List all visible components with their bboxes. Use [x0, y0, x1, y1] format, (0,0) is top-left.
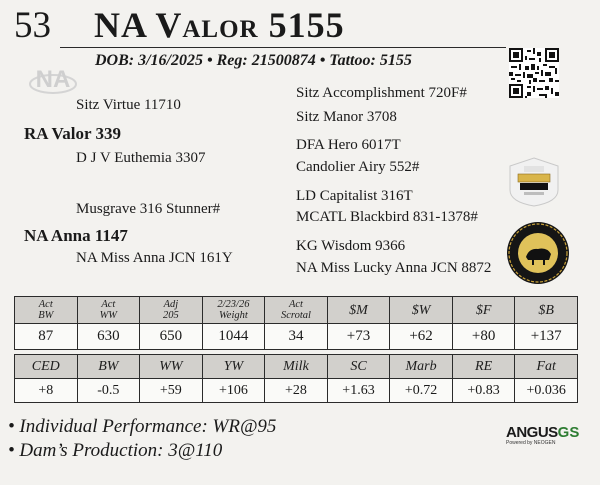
individual-performance-note: [8, 416, 276, 438]
na-logo-icon: [28, 60, 78, 100]
pedigree-great-grandparent: Sitz Manor 3708: [296, 109, 397, 125]
value-adj-205: 650: [140, 324, 203, 350]
pedigree-dam-dam: NA Miss Anna JCN 161Y: [76, 250, 233, 266]
na-logo-text: NA: [35, 66, 71, 93]
angus-gs-logo-icon: [506, 424, 579, 446]
header-line: Act: [288, 299, 303, 310]
header-line: Act: [38, 299, 53, 310]
header-act-scrotal: [265, 297, 328, 324]
value-dollar-b: +137: [515, 324, 578, 350]
performance-header-row: [15, 297, 578, 324]
angus-logo-powered-by: Powered by NEOGEN: [506, 440, 556, 446]
header-dollar-m: $M: [327, 297, 390, 324]
header-line: BW: [38, 310, 54, 321]
header-dollar-f: $F: [452, 297, 515, 324]
pedigree-great-grandparent: NA Miss Lucky Anna JCN 8872: [296, 260, 492, 276]
pedigree-dam: NA Anna 1147: [24, 226, 128, 245]
pedigree-great-grandparent: LD Capitalist 316T: [296, 188, 413, 204]
pedigree-dam-sire: Musgrave 316 Stunner#: [76, 201, 221, 217]
performance-table: [14, 296, 578, 350]
pedigree-sire-dam: D J V Euthemia 3307: [76, 150, 206, 166]
angus-logo-word: ANGUS: [506, 424, 558, 441]
value-yw: +106: [202, 379, 265, 403]
individual-performance-text: Individual Performance: WR@95: [19, 416, 277, 437]
header-sc: SC: [327, 355, 390, 379]
header-line: 205: [162, 310, 179, 321]
angus-logo-suffix: GS: [557, 424, 580, 441]
value-weight: 1044: [202, 324, 265, 350]
bullet: •: [8, 440, 15, 461]
header-ced: CED: [15, 355, 78, 379]
dob-reg-tattoo-line: DOB: 3/16/2025 • Reg: 21500874 • Tattoo: 5155: [95, 52, 412, 69]
title-rule: [60, 47, 506, 48]
value-marb: +0.72: [390, 379, 453, 403]
header-weight: [202, 297, 265, 324]
value-dollar-f: +80: [452, 324, 515, 350]
header-dollar-w: $W: [390, 297, 453, 324]
value-re: +0.83: [452, 379, 515, 403]
dams-production-text: Dam’s Production: 3@110: [19, 440, 223, 461]
header-line: 2/23/26: [217, 299, 250, 310]
header-line: Act: [101, 299, 116, 310]
value-bw: -0.5: [77, 379, 140, 403]
header-line: WW: [99, 310, 118, 321]
pedigree-sire: RA Valor 339: [24, 124, 121, 143]
header-line: Adj: [163, 299, 179, 310]
epd-table: [14, 354, 578, 403]
pedigree-great-grandparent: Candolier Airy 552#: [296, 159, 420, 175]
header-re: RE: [452, 355, 515, 379]
lot-number: 53: [14, 5, 51, 46]
value-dollar-w: +62: [390, 324, 453, 350]
header-bw: BW: [77, 355, 140, 379]
performance-value-row: [15, 324, 578, 350]
pedigree-great-grandparent: KG Wisdom 9366: [296, 238, 406, 254]
epd-value-row: [15, 379, 578, 403]
value-ced: +8: [15, 379, 78, 403]
value-sc: +1.63: [327, 379, 390, 403]
header-act-ww: [77, 297, 140, 324]
value-act-ww: 630: [77, 324, 140, 350]
header-dollar-b: $B: [515, 297, 578, 324]
header-act-bw: [15, 297, 78, 324]
pedigree-sire-sire: Sitz Virtue 11710: [76, 97, 181, 113]
value-act-scrotal: 34: [265, 324, 328, 350]
pedigree-great-grandparent: DFA Hero 6017T: [296, 137, 401, 153]
header-fat: Fat: [515, 355, 578, 379]
pedigree-great-grandparent: MCATL Blackbird 831-1378#: [296, 209, 478, 225]
bullet: •: [8, 416, 15, 437]
value-fat: +0.036: [515, 379, 578, 403]
header-milk: Milk: [265, 355, 328, 379]
header-adj-205: [140, 297, 203, 324]
qr-code-icon[interactable]: [509, 48, 559, 98]
value-dollar-m: +73: [327, 324, 390, 350]
round-seal-icon: [505, 220, 571, 286]
epd-header-row: [15, 355, 578, 379]
dams-production-note: [8, 440, 222, 462]
animal-name: NA Valor 5155: [94, 5, 345, 45]
value-milk: +28: [265, 379, 328, 403]
pedigree-great-grandparent: Sitz Accomplishment 720F#: [296, 85, 467, 101]
header-line: Weight: [219, 310, 248, 321]
header-yw: YW: [202, 355, 265, 379]
value-ww: +59: [140, 379, 203, 403]
header-line: Scrotal: [280, 310, 311, 321]
header-marb: Marb: [390, 355, 453, 379]
certified-angus-seal-icon: [506, 156, 562, 208]
header-ww: WW: [140, 355, 203, 379]
value-act-bw: 87: [15, 324, 78, 350]
